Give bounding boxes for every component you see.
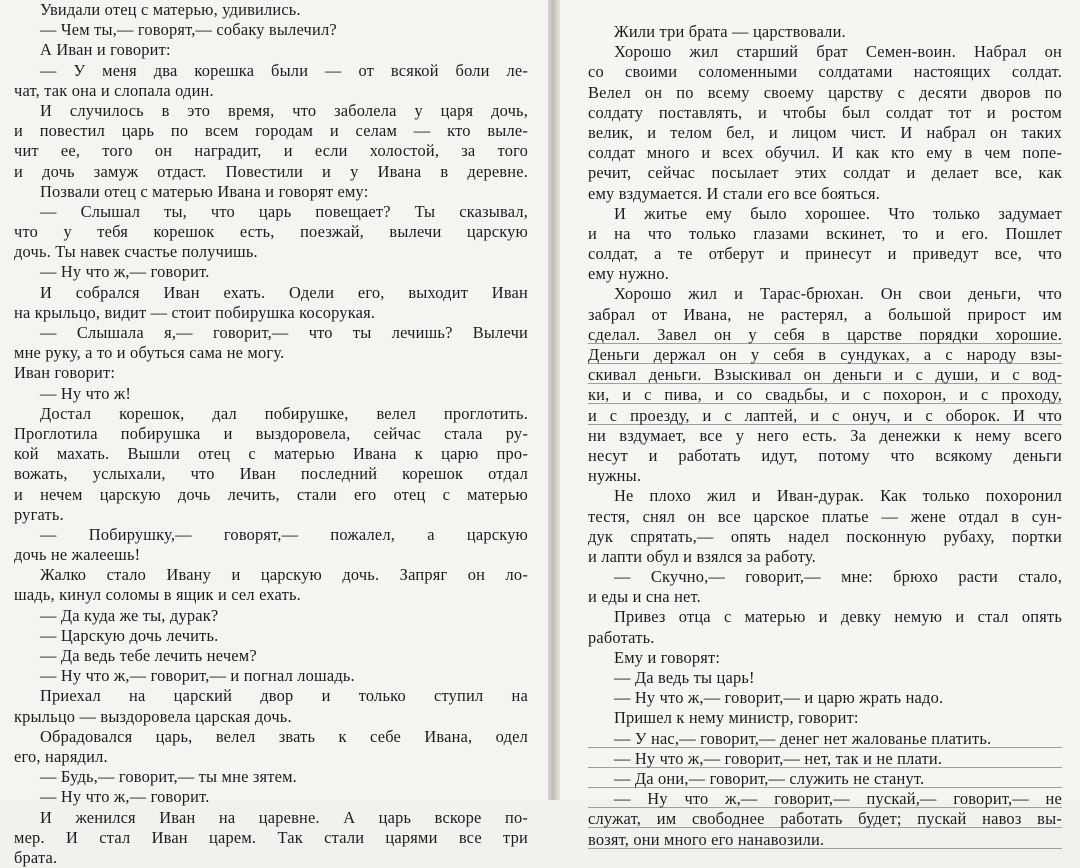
- text-line: мер. И стал Иван царем. Так стали царями все три: [14, 827, 528, 847]
- text-line: и дочь замуж отдаст. Повестили и у Ивана в деревне.: [14, 161, 528, 181]
- text-line: Иван говорит:: [14, 363, 116, 383]
- text-line: Жили три брата — царствовали.: [614, 22, 846, 41]
- text-line: брата.: [14, 847, 58, 867]
- text-line: — Да ведь тебе лечить нечем?: [40, 646, 257, 665]
- text-line: — Ну что ж,— говорит.: [40, 787, 210, 807]
- text-line: Привез отца с матерью и девку немую и стал опять: [614, 607, 1062, 627]
- text-line: на крыльцо, видит — стоит побирушка косорукая.: [14, 302, 376, 322]
- underlined-text-line: — Ну что ж,— говорит,— пускай,— говорит,— не: [588, 789, 1062, 809]
- text-line: кой махать. Вышли отец с матерью Ивана к царю про-: [14, 444, 528, 464]
- right-page: [560, 0, 1080, 849]
- text-line: — Да куда же ты, дурак?: [40, 605, 219, 625]
- text-line: и лапти обул и взялся за работу.: [588, 546, 816, 566]
- text-line: несут и работать идут, потому что всякому деньги: [588, 445, 1062, 465]
- text-line: ругать.: [14, 504, 64, 524]
- text-line: Велел он по всему своему царству с десяти дворов по: [588, 82, 1062, 102]
- underlined-text-line: скивал деньги. Взыскивал он деньги и с души, и с вод-: [588, 365, 1062, 385]
- text-line: — Слышала я,— говорит,— что ты лечишь? Вылечи: [40, 323, 528, 342]
- text-line: и на что только глазами вскинет, то и его. Пошлет: [588, 223, 1062, 243]
- text-line: Увидали отец с матерью, удивились.: [40, 0, 301, 19]
- text-line: тестя, снял он все царское платье — жене отдал в сун-: [588, 506, 1062, 526]
- text-line: дочь. Ты навек счастье получишь.: [14, 242, 258, 262]
- text-line: И случилось в это время, что заболела у царя дочь,: [40, 100, 528, 120]
- text-line: — Слышал ты, что царь повещает? Ты сказывал,: [40, 201, 528, 221]
- text-line: И собрался Иван ехать. Одели его, выходит Иван: [40, 282, 528, 302]
- text-line: — Царскую дочь лечить.: [40, 625, 219, 645]
- underlined-text-line: и с проезду, и с лаптей, и с онуч, и с оборок. И что: [588, 405, 1062, 425]
- text-line: Достал корешок, дал побирушке, велел проглотить.: [40, 403, 528, 423]
- text-line: А Иван и говорит:: [40, 40, 171, 60]
- underlined-text-line: — У нас,— говорит,— денег нет жалованье платить.: [588, 729, 1062, 749]
- text-line: Не плохо жил и Иван-дурак. Как только похоронил: [614, 486, 1062, 506]
- underlined-text-line: — Да они,— говорит,— служить не станут.: [588, 769, 1062, 789]
- text-line: дочь не жалеешь!: [14, 545, 141, 565]
- text-line: крыльцо — выздоровела царская дочь.: [14, 706, 292, 726]
- text-line: — Чем ты,— говорят,— собаку вылечил?: [40, 20, 337, 40]
- text-line: Позвали отец с матерью Ивана и говорят ему:: [40, 181, 369, 201]
- text-line: Проглотила побирушка и выздоровела, сейчас стала ру-: [14, 423, 528, 443]
- text-line: солдату поставлять, и чтобы был солдат тот и ростом: [588, 102, 1062, 122]
- text-line: что у тебя корешок есть, поезжай, вылечи царскую: [14, 222, 528, 242]
- text-line: солдат много и всех обучил. И как кто ему в чем попе-: [588, 143, 1062, 163]
- text-line: И житье ему было хорошее. Что только задумает: [614, 203, 1062, 223]
- text-line: — Будь,— говорит,— ты мне зятем.: [40, 767, 297, 787]
- text-line: Приехал на царский двор и только ступил на: [40, 686, 528, 706]
- text-line: — Ну что ж!: [40, 383, 132, 403]
- text-line: Ему и говорят:: [614, 647, 721, 667]
- underlined-text-line: ки, и с пива, и со свадьбы, и с похорон, и с проходу,: [588, 385, 1062, 405]
- text-line: и нечем царскую дочь лечить, стали его отец с матерью: [14, 484, 528, 504]
- text-line: — Да ведь ты царь!: [614, 668, 755, 687]
- text-line: — Ну что ж,— говорит,— и царю жрать надо.: [614, 688, 944, 708]
- underlined-text-line: возят, они много его нанавозили.: [588, 830, 1062, 850]
- text-line: работать.: [588, 627, 655, 647]
- book-gutter: [548, 0, 560, 800]
- text-line: чат, так она и слопала один.: [14, 80, 214, 100]
- underlined-text-line: — Ну что ж,— говорит,— нет, так и не плати.: [588, 749, 1062, 769]
- text-line: — Ну что ж,— говорит,— и погнал лошадь.: [40, 666, 355, 686]
- text-line: нужны.: [588, 466, 642, 486]
- text-line: — Скучно,— говорит,— мне: брюхо расти стало,: [614, 567, 1062, 587]
- text-line: Хорошо жил старший брат Семен-воин. Набрал он: [614, 42, 1062, 62]
- text-line: ему нужно.: [588, 264, 670, 284]
- text-line: ни вздумает, все у него есть. За денежки к нему всего: [588, 425, 1062, 445]
- underlined-text-line: Деньги держал он у себя в сундуках, а с народу взы-: [588, 345, 1062, 364]
- text-line: Пришел к нему министр, говорит:: [614, 708, 859, 728]
- text-line: ему вздумается. И стали его все бояться.: [588, 183, 881, 203]
- text-line: шадь, кинул соломы в ящик и сел ехать.: [14, 585, 301, 605]
- text-line: забрал от Ивана, не растерял, а большой прирост им: [588, 304, 1062, 324]
- text-line: речит, сейчас посылает этих солдат и делает все, как: [588, 163, 1062, 183]
- text-line: дук спрятать,— опять надел посконную рубаху, портки: [588, 526, 1062, 546]
- text-line: и еды и сна нет.: [588, 587, 701, 607]
- text-line: И женился Иван на царевне. А царь вскоре по-: [40, 807, 528, 827]
- text-line: Обрадовался царь, велел звать к себе Ивана, одел: [40, 726, 528, 746]
- text-line: вожать, услыхали, что Иван последний корешок отдал: [14, 464, 528, 484]
- text-line: Жалко стало Ивану и царскую дочь. Запряг он ло-: [40, 565, 528, 585]
- text-line: со своими соломенными солдатами настоящих солдат.: [588, 62, 1062, 82]
- text-line: мне руку, а то и обуться сама не могу.: [14, 343, 285, 363]
- text-line: — Ну что ж,— говорит.: [40, 262, 210, 282]
- text-line: — У меня два корешка были — от всякой боли ле-: [40, 60, 528, 80]
- text-line: его, нарядил.: [14, 746, 108, 766]
- underlined-text-line: служат, им свободнее работать будет; пускай навоз вы-: [588, 809, 1062, 829]
- text-line: и повестил царь по всем городам и селам — кто выле-: [14, 121, 528, 141]
- underlined-text-line: сделал. Завел он у себя в царстве порядки хорошие.: [588, 324, 1062, 344]
- text-line: велик, и телом бел, и лицом чист. И набрал он таких: [588, 122, 1062, 142]
- text-line: Хорошо жил и Тарас-брюхан. Он свои деньги, что: [614, 284, 1062, 304]
- text-line: солдат, а те отберут и принесут и приведут все, что: [588, 244, 1062, 264]
- text-line: — Побирушку,— говорят,— пожалел, а царскую: [40, 524, 528, 544]
- text-line: чит ее, того он наградит, и если холостой, за того: [14, 141, 528, 161]
